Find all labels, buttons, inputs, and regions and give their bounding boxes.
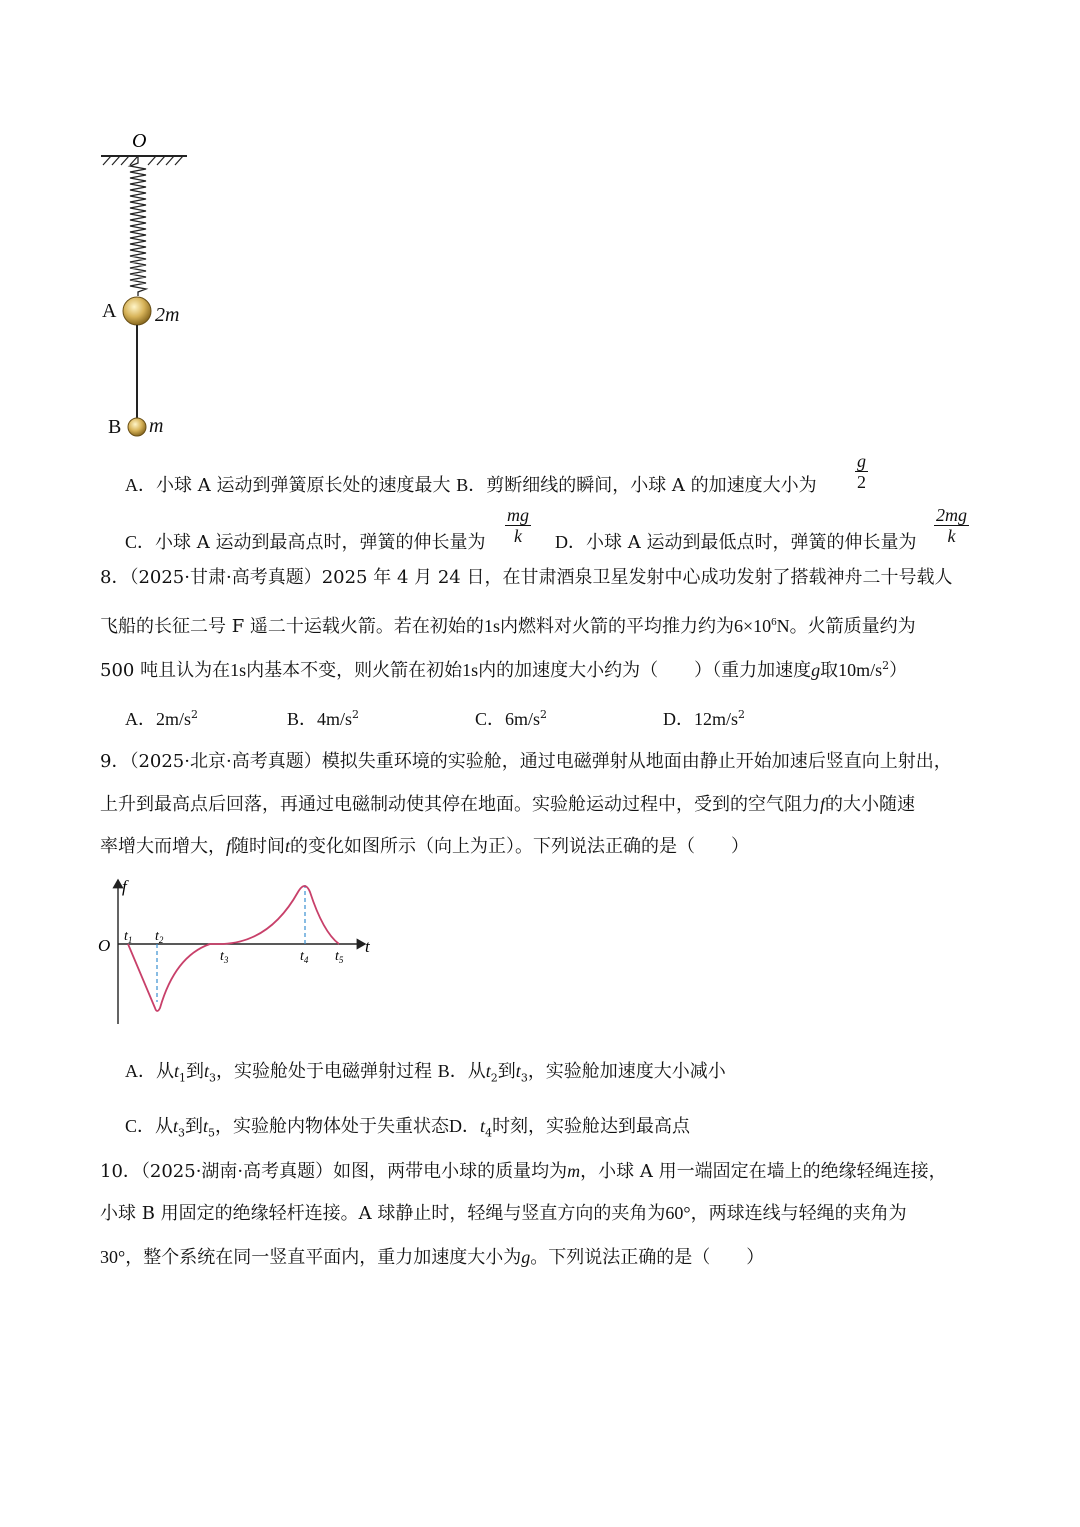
q8-opt-a-value: 2m/s xyxy=(156,709,192,729)
q8-opt-d-letter: D． xyxy=(663,709,694,729)
q9-line-2-b: 的大小随速 xyxy=(825,794,916,815)
q10-line-2-b: ，两球连线与轻绳的夹角为 xyxy=(690,1203,907,1224)
q7-option-d xyxy=(555,529,916,556)
q9-opt-b-letter: B． xyxy=(437,1061,468,1081)
q8-line-3-t2: 1s xyxy=(462,660,479,680)
q7-opt-c-den: k xyxy=(514,526,522,546)
pivot-label: O xyxy=(132,130,147,152)
q10-line-2 xyxy=(100,1200,907,1227)
q10-line-1-a: 10．（2025·湖南·高考真题）如图，两带电小球的质量均为 xyxy=(100,1161,568,1182)
q8-option-c xyxy=(475,702,547,733)
q8-line-2-a: 飞船的长征二号 F 遥二十运载火箭。若在初始的 xyxy=(100,616,484,637)
q9-opt-d-sub: 4 xyxy=(485,1126,493,1140)
q9-graph-t4: $t_4$ xyxy=(300,949,309,965)
q7-opt-a-letter: A． xyxy=(125,475,156,495)
q9-opt-a-sub-end: 3 xyxy=(209,1071,217,1085)
q7-opt-b-num: g xyxy=(857,451,866,471)
q7-opt-b-letter: B． xyxy=(456,475,487,495)
q10-angle-30: 30° xyxy=(100,1247,126,1267)
q8-line-2-b: 内燃料对火箭的平均推力约为 xyxy=(499,616,734,637)
q9-opt-a-from: 从 xyxy=(156,1061,174,1082)
q9-opt-c-from: 从 xyxy=(155,1116,174,1137)
q8-line-3-c: 内的加速度大小约为（ ）（重力加速度 xyxy=(478,660,812,681)
q9-opt-a-text: ，实验舱处于电磁弹射过程 xyxy=(216,1061,433,1082)
q7-opt-d-letter: D． xyxy=(555,532,586,552)
q9-opt-c-sub-start: 3 xyxy=(178,1126,186,1140)
q9-line-1: 9．（2025·北京·高考真题）模拟失重环境的实验舱，通过电磁弹射从地面由静止开始加速后竖直向上射出， xyxy=(100,751,952,772)
q8-option-b xyxy=(287,702,359,733)
q9-graph-x-label: t xyxy=(365,937,370,956)
q7-opt-c-letter: C． xyxy=(125,532,156,552)
q9-graph-curve xyxy=(128,886,339,1011)
q10-line-1-b: ，小球 A 用一端固定在墙上的绝缘轻绳连接， xyxy=(580,1161,947,1182)
q10-line-1-m: m xyxy=(567,1161,581,1181)
q9-opt-b-to: 到 xyxy=(497,1061,516,1082)
q8-opt-a-letter: A． xyxy=(125,709,156,729)
q8-line-3-g: g xyxy=(811,660,821,680)
q10-line-3-g: g xyxy=(521,1247,531,1267)
q9-line-3-b: 随时间 xyxy=(231,836,286,857)
q8-opt-b-exp: 2 xyxy=(352,708,360,721)
q9-graph-origin: O xyxy=(98,936,111,955)
q8-line-3-e: ） xyxy=(889,660,908,681)
q7-opt-d-fraction xyxy=(934,505,969,546)
ball-a-mass: 2m xyxy=(155,304,180,326)
q8-line-3-d: 取 xyxy=(820,660,839,681)
q9-opt-c-to: 到 xyxy=(185,1116,204,1137)
q9-line-3-c: 的变化如图所示（向上为正）。下列说法正确的是（ ） xyxy=(290,836,750,857)
q7-opt-d-text: 小球 A 运动到最低点时，弹簧的伸长量为 xyxy=(586,532,917,553)
q10-line-3-b: 。下列说法正确的是（ ） xyxy=(530,1247,765,1268)
q9-line-3 xyxy=(100,833,749,860)
ball-a xyxy=(123,297,151,325)
q8-line-2 xyxy=(100,609,916,640)
q10-line-3 xyxy=(100,1244,764,1271)
q9-graph-t1: $t_1$ xyxy=(124,929,133,945)
q8-opt-b-letter: B． xyxy=(287,709,318,729)
q8-opt-b-value: 4m/s xyxy=(317,709,353,729)
q8-line-3 xyxy=(100,653,907,684)
q9-opt-d-letter: D． xyxy=(449,1116,481,1136)
q8-opt-a-exp: 2 xyxy=(191,708,199,721)
q7-option-ab xyxy=(125,472,817,499)
q9-opt-b-t-end: t xyxy=(515,1061,521,1081)
q8-line-2-time: 1s xyxy=(483,616,500,636)
spring-ball-diagram xyxy=(95,125,205,445)
q7-opt-c-num: mg xyxy=(507,505,529,525)
q8-line-3-a: 500 吨且认为在 xyxy=(100,660,231,681)
q8-line-3-t1: 1s xyxy=(230,660,247,680)
q9-opt-c-t-end: t xyxy=(203,1116,209,1136)
q10-angle-60: 60° xyxy=(665,1203,691,1223)
q9-graph-t2: $t_2$ xyxy=(155,929,164,945)
q8-line-1: 8．（2025·甘肃·高考真题）2025 年 4 月 24 日，在甘肃酒泉卫星发射中心成功发射了搭载神舟二十号载人 xyxy=(100,567,953,588)
q9-opt-b-sub-start: 2 xyxy=(490,1071,498,1085)
ceiling-hatching xyxy=(103,156,183,165)
q9-line-3-t: t xyxy=(285,836,291,856)
q8-force-exp: 6 xyxy=(771,616,777,628)
ball-b-label: B xyxy=(108,416,122,438)
q9-opt-a-letter: A． xyxy=(125,1061,156,1081)
q9-opt-b-sub-end: 3 xyxy=(520,1071,528,1085)
q8-line-2-c: 。火箭质量约为 xyxy=(789,616,916,637)
q9-line-2-f: f xyxy=(820,794,826,814)
q8-option-a xyxy=(125,702,198,733)
q7-opt-b-fraction xyxy=(855,451,868,492)
q7-opt-b-den: 2 xyxy=(857,472,866,492)
q10-line-1 xyxy=(100,1158,947,1185)
q8-opt-d-value: 12m/s xyxy=(694,709,739,729)
q9-option-ab xyxy=(125,1058,726,1092)
q10-line-3-a: ，整个系统在同一竖直平面内，重力加速度大小为 xyxy=(125,1247,522,1268)
q7-opt-b-text: 剪断细线的瞬间，小球 A 的加速度大小为 xyxy=(486,475,817,496)
q9-line-2-a: 上升到最高点后回落，再通过电磁制动使其停在地面。实验舱运动过程中，受到的空气阻力 xyxy=(100,794,820,815)
q8-opt-c-letter: C． xyxy=(475,709,506,729)
ball-a-label: A xyxy=(102,300,117,322)
q7-opt-d-den: k xyxy=(947,526,956,546)
q8-force-unit: N xyxy=(776,616,790,636)
q8-opt-c-value: 6m/s xyxy=(505,709,541,729)
q9-line-3-a: 率增大而增大， xyxy=(100,836,226,857)
q8-gravity-value: 10m/s xyxy=(838,660,883,680)
q9-opt-b-t-start: t xyxy=(485,1061,491,1081)
spring-coil xyxy=(130,156,146,296)
q7-opt-c-fraction xyxy=(505,505,531,546)
q9-line-3-f: f xyxy=(226,836,232,856)
q8-line-3-b: 内基本不变，则火箭在初始 xyxy=(246,660,463,681)
q7-option-c xyxy=(125,529,485,556)
q9-graph-t5: $t_5$ xyxy=(335,949,344,965)
q9-option-cd xyxy=(125,1113,690,1147)
q10-line-2-a: 小球 B 用固定的绝缘轻杆连接。A 球静止时，轻绳与竖直方向的夹角为 xyxy=(100,1203,666,1224)
q9-opt-d-t: t xyxy=(480,1116,486,1136)
q7-opt-c-text: 小球 A 运动到最高点时，弹簧的伸长量为 xyxy=(155,532,486,553)
q9-opt-c-sub-end: 5 xyxy=(208,1126,216,1140)
q9-opt-b-from: 从 xyxy=(467,1061,486,1082)
q9-opt-a-sub-start: 1 xyxy=(179,1071,187,1085)
q9-opt-a-to: 到 xyxy=(186,1061,205,1082)
q9-opt-a-t-start: t xyxy=(174,1061,180,1081)
q7-opt-a-text: 小球 A 运动到弹簧原长处的速度最大 xyxy=(156,475,451,496)
q9-opt-c-t-start: t xyxy=(173,1116,179,1136)
q9-force-time-graph xyxy=(95,872,385,1032)
q8-opt-c-exp: 2 xyxy=(540,708,548,721)
q8-option-d xyxy=(663,702,745,733)
q8-gravity-exp: 2 xyxy=(882,659,890,672)
q9-opt-c-text: ，实验舱内物体处于失重状态 xyxy=(215,1116,450,1137)
q7-opt-d-num: 2mg xyxy=(936,505,967,525)
ball-b-mass: m xyxy=(149,415,164,437)
q9-graph-t3: $t_3$ xyxy=(220,949,229,965)
q8-force xyxy=(734,616,790,636)
q9-line-2 xyxy=(100,791,915,818)
q9-opt-c-letter: C． xyxy=(125,1116,156,1136)
ball-b xyxy=(128,418,146,436)
q9-opt-b-text: ，实验舱加速度大小减小 xyxy=(527,1061,726,1082)
q8-force-base: 6×10 xyxy=(733,616,772,636)
q9-opt-d-text: 时刻，实验舱达到最高点 xyxy=(492,1116,691,1137)
q9-opt-a-t-end: t xyxy=(204,1061,210,1081)
q8-opt-d-exp: 2 xyxy=(738,708,746,721)
q9-graph-y-label: f xyxy=(122,877,127,896)
